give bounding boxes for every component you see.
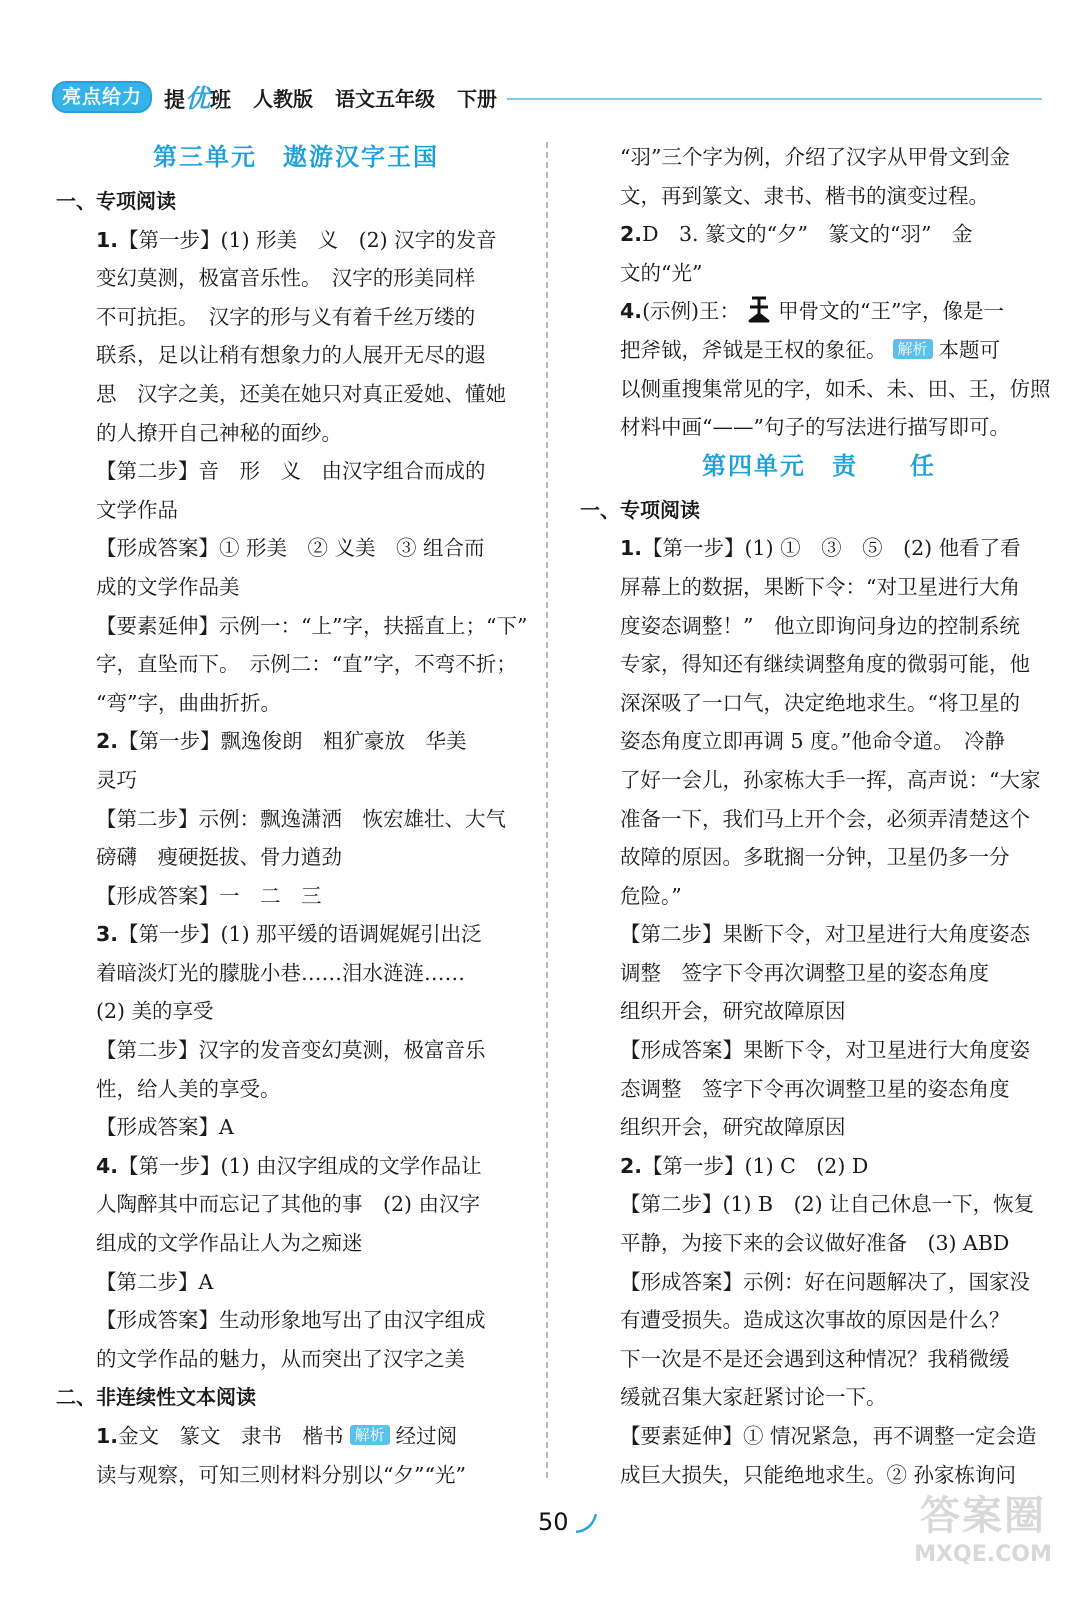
answer-text: 联系，足以让稍有想象力的人展开无尽的遐: [96, 343, 486, 368]
answer-text: 经过阅: [395, 1424, 458, 1448]
swoosh-icon: [574, 1512, 600, 1534]
answer-text: 缓就召集大家赶紧讨论一下。: [620, 1385, 887, 1410]
answer-line: [56, 1147, 536, 1186]
answer-line: [580, 954, 1058, 993]
answer-text: 组织开会，研究故障原因: [620, 999, 846, 1024]
answer-text: 【第二步】音 形 义 由汉字组合而成的: [96, 459, 486, 484]
section-heading: [56, 1378, 536, 1417]
answer-text: 文，再到篆文、隶书、楷书的演变过程。: [620, 183, 989, 208]
answer-text: 【第二步】汉字的发音变幻莫测，极富音乐: [96, 1038, 486, 1063]
answer-line: [580, 370, 1058, 409]
question-number: 2.: [620, 222, 643, 247]
unit-title-text: 第三单元 遨游汉字王国: [153, 143, 439, 171]
answer-line: [580, 292, 1058, 331]
left-column: [56, 138, 536, 1494]
answer-line: [580, 838, 1058, 877]
section-heading-text: 二、非连续性文本阅读: [56, 1385, 256, 1410]
answer-text: “弯”字，曲曲折折。: [96, 690, 281, 715]
answer-text: (示例)王：: [642, 299, 741, 324]
answer-line: [580, 1070, 1058, 1109]
answer-text: 人陶醉其中而忘记了其他的事 (2) 由汉字: [96, 1192, 481, 1217]
section-heading-text: 一、专项阅读: [580, 497, 700, 522]
page-number: 50: [538, 1508, 569, 1536]
answer-line: [56, 645, 536, 684]
section-heading: [580, 491, 1058, 530]
answer-text: 故障的原因。多耽搁一分钟，卫星仍多一分: [620, 845, 1010, 870]
edition-label: 人教版: [253, 86, 314, 111]
answer-text: 的文学作品的魅力，从而突出了汉字之美: [96, 1346, 465, 1371]
answer-line: [56, 259, 536, 298]
answer-line: [56, 491, 536, 530]
answer-text: 文学作品: [96, 497, 178, 522]
answer-text: 【要素延伸】示例一：“上”字，扶摇直上；“下”: [96, 613, 528, 638]
answer-line: [56, 1456, 536, 1495]
answer-text: 有遭受损失。造成这次事故的原因是什么？: [620, 1308, 1010, 1333]
answer-text: 金文 篆文 隶书 楷书: [118, 1424, 344, 1448]
answer-line: [56, 1070, 536, 1109]
answer-text: (2) 美的享受: [96, 999, 214, 1024]
answer-text: 着暗淡灯光的朦胧小巷……泪水涟涟……: [96, 960, 465, 985]
question-number: 1.: [96, 1424, 119, 1448]
answer-text: 材料中画“——”句子的写法进行描写即可。: [620, 415, 1010, 440]
answer-text: 了好一会儿，孙家栋大手一挥，高声说：“大家: [620, 767, 1041, 792]
answer-line: [56, 375, 536, 414]
answer-text: 平静，为接下来的会议做好准备 (3) ABD: [620, 1231, 1010, 1256]
answer-line: [580, 607, 1058, 646]
answer-line: [56, 915, 536, 954]
answer-text: 【第一步】飘逸俊朗 粗犷豪放 华美: [118, 729, 467, 754]
answer-text: 【形成答案】一 二 三: [96, 883, 322, 908]
answer-line: [56, 452, 536, 491]
answer-text: 度姿态调整！” 他立即询问身边的控制系统: [620, 613, 1020, 638]
column-divider: [546, 142, 548, 1478]
answer-line: [580, 684, 1058, 723]
oracle-wang-glyph-icon: [744, 294, 774, 324]
answer-line: [56, 607, 536, 646]
right-column: [580, 138, 1058, 1494]
answer-line: [56, 800, 536, 839]
subject-label: 语文五年级: [335, 86, 436, 111]
answer-line: [580, 915, 1058, 954]
answer-text: 【第二步】(1) B (2) 让自己休息一下，恢复: [620, 1192, 1035, 1217]
section-heading: [56, 182, 536, 221]
answer-line: [56, 992, 536, 1031]
answer-text: 【第一步】(1) 形美 义 (2) 汉字的发音: [118, 227, 497, 252]
answer-line: [56, 684, 536, 723]
answer-text: 本题可: [938, 337, 1001, 362]
answer-text: 态调整 签字下令再次调整卫星的姿态角度: [620, 1076, 1010, 1101]
answer-text: 字，直坠而下。 示例二：“直”字，不弯不折；: [96, 652, 517, 677]
answer-line: [56, 761, 536, 800]
question-number: 2.: [620, 1153, 643, 1178]
answer-line: [56, 1108, 536, 1147]
answer-text: 成的文学作品美: [96, 574, 240, 599]
answer-text: 深深吸了一口气，决定绝地求生。“将卫星的: [620, 690, 1020, 715]
answer-text: 文的“光”: [620, 260, 703, 285]
question-number: 1.: [620, 536, 643, 561]
answer-line: [580, 331, 1058, 370]
answer-text: 组织开会，研究故障原因: [620, 1115, 846, 1140]
watermark: 答案圈 MXQE.COM: [914, 1493, 1052, 1567]
answer-line: [580, 1108, 1058, 1147]
unit-title: [56, 138, 536, 182]
answer-text: 危险。”: [620, 883, 682, 908]
question-number: 3.: [96, 922, 119, 947]
answer-text: 姿态角度立即再调 5 度。”他命令道。 冷静: [620, 729, 1006, 754]
answer-line: [56, 336, 536, 375]
unit-title: [580, 447, 1058, 491]
answer-line: [580, 254, 1058, 293]
answer-line: [56, 1263, 536, 1302]
answer-text: 组成的文学作品让人为之痴迷: [96, 1231, 363, 1256]
page-header: [52, 80, 1042, 114]
answer-line: [580, 529, 1058, 568]
answer-text: 的人撩开自己神秘的面纱。: [96, 420, 342, 445]
answer-line: [56, 1031, 536, 1070]
answer-line: [580, 408, 1058, 447]
section-heading-text: 一、专项阅读: [56, 189, 176, 213]
answer-line: [580, 215, 1058, 254]
answer-line: [56, 1417, 536, 1456]
answer-text: 【第二步】果断下令，对卫星进行大角度姿态: [620, 922, 1030, 947]
answer-text: 甲骨文的“王”字，像是一: [778, 299, 1005, 324]
answer-line: [580, 645, 1058, 684]
answer-line: [580, 1417, 1058, 1456]
answer-line: [580, 1185, 1058, 1224]
answer-text: 专家，得知还有继续调整角度的微弱可能，他: [620, 652, 1030, 677]
answer-text: “羽”三个字为例，介绍了汉字从甲骨文到金: [620, 145, 1010, 169]
answer-line: [56, 414, 536, 453]
brand-logo: 亮点给力: [52, 81, 152, 113]
answer-line: [56, 954, 536, 993]
answer-text: 【第二步】示例：飘逸潇洒 恢宏雄壮、大气: [96, 806, 506, 831]
answer-line: [56, 1185, 536, 1224]
question-number: 2.: [96, 729, 119, 754]
answer-line: [580, 800, 1058, 839]
answer-line: [580, 1224, 1058, 1263]
answer-line: [56, 298, 536, 337]
answer-text: 性，给人美的享受。: [96, 1076, 281, 1101]
answer-text: 【形成答案】A: [96, 1115, 234, 1140]
answer-line: [580, 992, 1058, 1031]
answer-text: 【第一步】(1) 那平缓的语调娓娓引出泛: [118, 922, 482, 947]
analysis-tag: 解析: [893, 339, 933, 359]
answer-text: 变幻莫测，极富音乐性。 汉字的形美同样: [96, 266, 476, 291]
answer-text: 【第二步】A: [96, 1269, 214, 1294]
question-number: 4.: [96, 1153, 119, 1178]
question-number: 1.: [96, 227, 119, 252]
answer-line: [580, 1378, 1058, 1417]
answer-text: 【形成答案】果断下令，对卫星进行大角度姿: [620, 1038, 1030, 1063]
answer-text: 成巨大损失，只能绝地求生。② 孙家栋询问: [620, 1462, 1017, 1487]
answer-text: D 3. 篆文的“夕” 篆文的“羽” 金: [642, 222, 973, 247]
answer-text: 【要素延伸】① 情况紧急，再不调整一定会造: [620, 1424, 1037, 1448]
answer-line: [56, 221, 536, 260]
answer-line: [56, 838, 536, 877]
answer-text: 思 汉字之美，还美在她只对真正爱她、懂她: [96, 381, 506, 406]
answer-line: [580, 1147, 1058, 1186]
answer-text: 屏幕上的数据，果断下令：“对卫星进行大角: [620, 574, 1020, 599]
answer-text: 【形成答案】生动形象地写出了由汉字组成: [96, 1308, 486, 1333]
answer-text: 读与观察，可知三则材料分别以“夕”“光”: [96, 1462, 466, 1487]
answer-text: 以侧重搜集常见的字，如禾、未、田、王，仿照: [620, 376, 1051, 401]
volume-label: 下册: [457, 86, 498, 111]
answer-text: 灵巧: [96, 767, 137, 792]
answer-line: [56, 877, 536, 916]
answer-line: [56, 1301, 536, 1340]
answer-line: [580, 177, 1058, 216]
answer-line: [580, 877, 1058, 916]
answer-text: 磅礴 瘦硬挺拔、骨力遒劲: [96, 845, 342, 870]
answer-text: 【形成答案】示例：好在问题解决了，国家没: [620, 1269, 1030, 1294]
answer-line: [580, 1456, 1058, 1495]
answer-line: [580, 1263, 1058, 1302]
answer-text: 【形成答案】① 形美 ② 义美 ③ 组合而: [96, 536, 485, 561]
answer-line: [56, 1340, 536, 1379]
unit-title-text: 第四单元 责 任: [702, 451, 936, 480]
answer-line: [580, 1301, 1058, 1340]
answer-line: [56, 1224, 536, 1263]
answer-line: [580, 568, 1058, 607]
answer-text: 【第一步】(1) C (2) D: [642, 1153, 869, 1178]
header-rule: [507, 98, 1042, 100]
answer-text: 【第一步】(1) 由汉字组成的文学作品让: [118, 1153, 482, 1178]
answer-line: [580, 1340, 1058, 1379]
answer-text: 不可抗拒。 汉字的形与义有着千丝万缕的: [96, 304, 476, 329]
answer-line: [580, 722, 1058, 761]
answer-line: [580, 761, 1058, 800]
analysis-tag: 解析: [350, 1425, 390, 1445]
answer-text: 把斧钺，斧钺是王权的象征。: [620, 337, 887, 362]
answer-line: [56, 529, 536, 568]
answer-line: [56, 568, 536, 607]
question-number: 4.: [620, 299, 643, 324]
answer-line: [580, 138, 1058, 177]
answer-line: [56, 722, 536, 761]
series-name: 提优班: [164, 84, 232, 113]
answer-text: 下一次是不是还会遇到这种情况？我稍微缓: [620, 1346, 1010, 1371]
answer-text: 准备一下，我们马上开个会，必须弄清楚这个: [620, 806, 1030, 831]
answer-line: [580, 1031, 1058, 1070]
answer-text: 调整 签字下令再次调整卫星的姿态角度: [620, 960, 989, 985]
answer-text: 【第一步】(1) ① ③ ⑤ (2) 他看了看: [642, 536, 1021, 561]
